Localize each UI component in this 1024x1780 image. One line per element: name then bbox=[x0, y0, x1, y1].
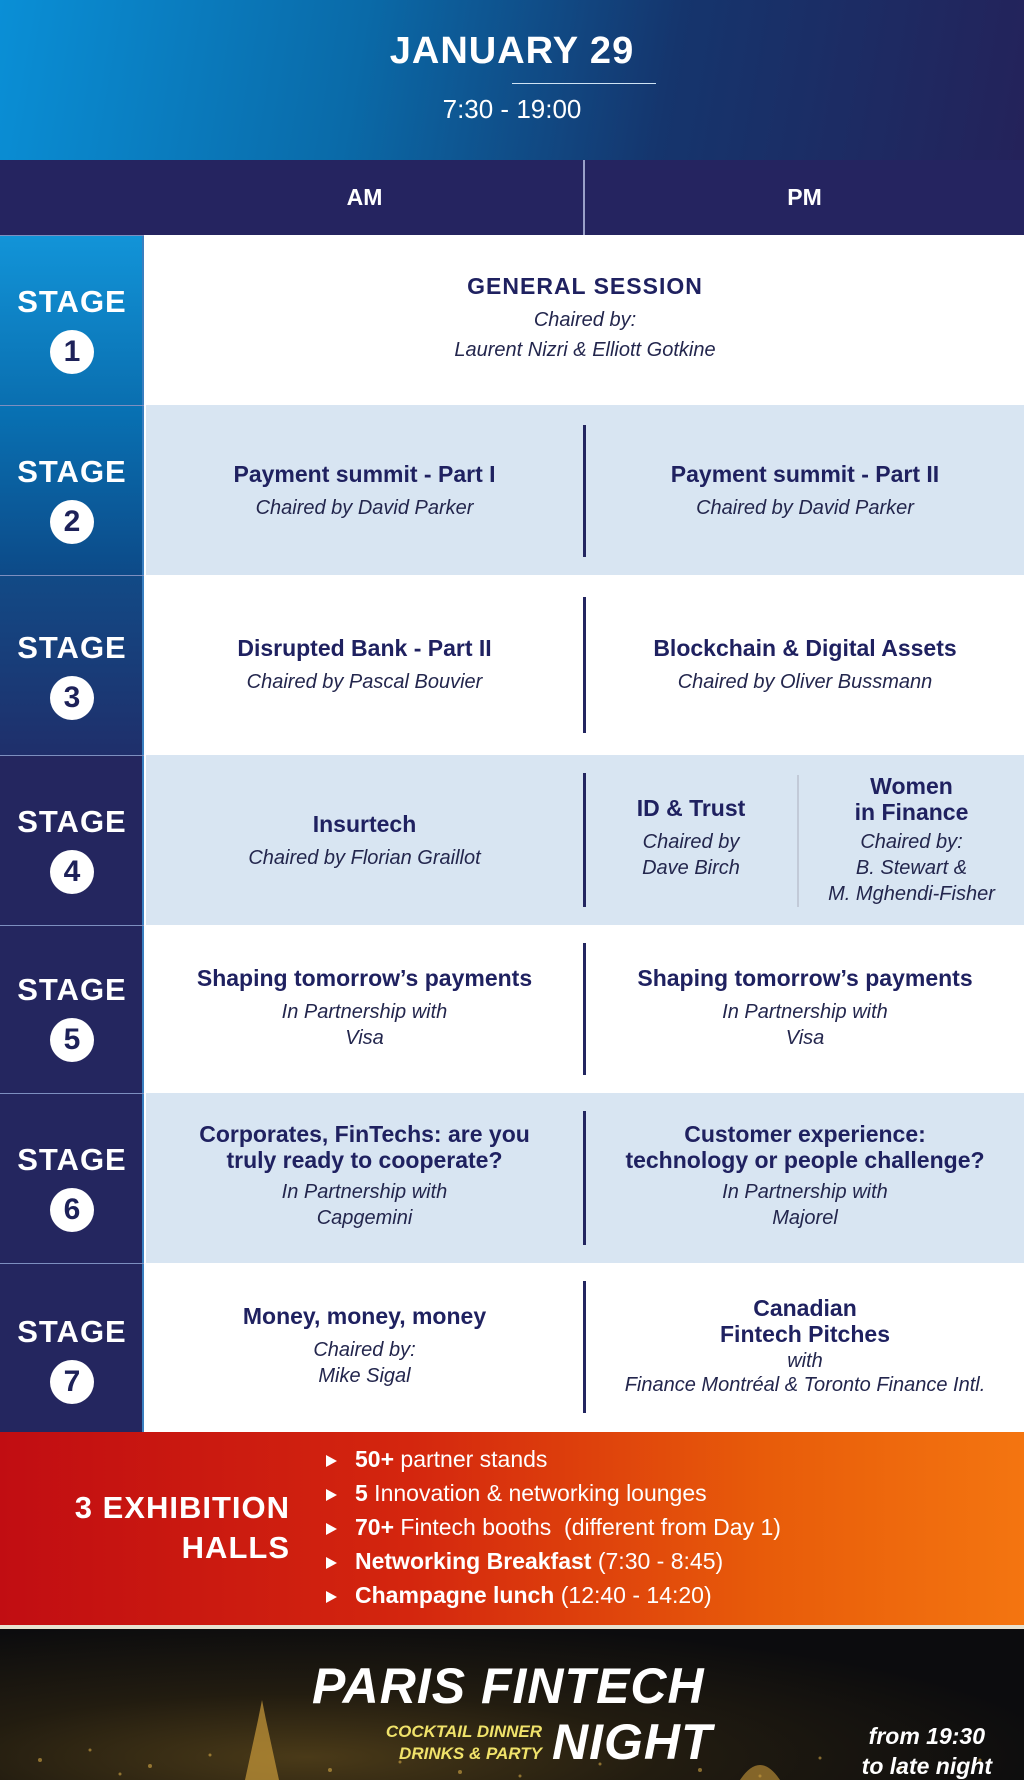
session-partner-label: with bbox=[787, 1350, 823, 1372]
night-title-line2: NIGHT bbox=[552, 1714, 713, 1770]
night-time-start: from 19:30 bbox=[868, 1723, 985, 1749]
stage-label-2 bbox=[0, 405, 144, 575]
session-title: Blockchain & Digital Assets bbox=[653, 635, 957, 661]
session-title-line2: truly ready to cooperate? bbox=[226, 1147, 503, 1173]
play-bullet-icon bbox=[326, 1591, 337, 1603]
session-chair: B. Stewart & bbox=[855, 857, 968, 879]
stage-row-7 bbox=[0, 1263, 1024, 1432]
session-chair: M. Mghendi-Fisher bbox=[828, 883, 995, 905]
session-am bbox=[146, 965, 583, 1051]
fintech-night-banner bbox=[0, 1625, 1024, 1780]
session-chair-label: Chaired by: bbox=[860, 831, 963, 853]
play-bullet-icon bbox=[326, 1557, 337, 1569]
stage-content bbox=[146, 1093, 1024, 1263]
session-chair: Mike Sigal bbox=[318, 1365, 411, 1387]
session-pm bbox=[586, 635, 1024, 695]
session-title-line1: Canadian bbox=[753, 1295, 857, 1321]
item-bold: Networking Breakfast bbox=[355, 1548, 592, 1574]
item-text: (7:30 - 8:45) bbox=[591, 1548, 724, 1574]
stage-row-2 bbox=[0, 405, 1024, 575]
session-partner: Visa bbox=[785, 1027, 825, 1049]
session-pm bbox=[586, 965, 1024, 1051]
session-chair: Dave Birch bbox=[642, 857, 740, 879]
stage-number: 4 bbox=[50, 850, 94, 894]
session-pm bbox=[586, 1295, 1024, 1397]
item-text: Fintech booths (different from Day 1) bbox=[394, 1514, 781, 1540]
stage-word: STAGE bbox=[17, 454, 127, 489]
stage-content bbox=[146, 405, 1024, 575]
stage-row-1 bbox=[0, 235, 1024, 405]
session-chair-label: Chaired by: bbox=[533, 309, 637, 331]
exhibition-banner bbox=[0, 1432, 1024, 1625]
event-time: 7:30 - 19:00 bbox=[442, 94, 582, 124]
pm-label: PM bbox=[787, 184, 822, 210]
item-bold: 50+ bbox=[355, 1446, 395, 1472]
night-subtitle-line2: DRINKS & PARTY bbox=[399, 1744, 542, 1763]
item-text: (12:40 - 14:20) bbox=[554, 1582, 712, 1608]
session-general bbox=[146, 273, 1024, 363]
stage-word: STAGE bbox=[17, 630, 127, 665]
event-date: JANUARY 29 bbox=[389, 30, 635, 72]
session-title-line2: in Finance bbox=[854, 799, 969, 825]
stage-label-7 bbox=[0, 1263, 144, 1432]
stage-word: STAGE bbox=[17, 1142, 127, 1177]
session-chair: Chaired by Oliver Bussmann bbox=[677, 671, 933, 693]
session-chair: Chaired by Pascal Bouvier bbox=[246, 671, 483, 693]
stage-number: 7 bbox=[50, 1360, 94, 1404]
exhibition-list bbox=[326, 1442, 781, 1612]
night-time bbox=[862, 1721, 992, 1780]
session-partner-label: In Partnership with bbox=[722, 1001, 888, 1023]
session-pm bbox=[586, 461, 1024, 521]
session-title: Payment summit - Part I bbox=[233, 461, 496, 487]
session-pm-b bbox=[799, 773, 1024, 907]
stage-word: STAGE bbox=[17, 1314, 127, 1349]
session-title: Insurtech bbox=[312, 811, 417, 837]
exhibition-title bbox=[40, 1488, 290, 1568]
stage-content bbox=[146, 755, 1024, 925]
exhibition-title-line2: HALLS bbox=[181, 1530, 290, 1565]
stage-row-4 bbox=[0, 755, 1024, 925]
ampm-header bbox=[0, 160, 1024, 235]
stage-row-6 bbox=[0, 1093, 1024, 1263]
session-partner: Visa bbox=[345, 1027, 384, 1049]
session-am bbox=[146, 1303, 583, 1389]
session-title: ID & Trust bbox=[636, 795, 746, 821]
play-bullet-icon bbox=[326, 1455, 337, 1467]
stage-content bbox=[146, 575, 1024, 755]
session-chair: Chaired by Florian Graillot bbox=[248, 847, 481, 869]
session-partner-label: In Partnership with bbox=[281, 1181, 448, 1203]
session-partner-label: In Partnership with bbox=[722, 1181, 888, 1203]
stage-number: 3 bbox=[50, 676, 94, 720]
stage-row-5 bbox=[0, 925, 1024, 1093]
date-divider bbox=[512, 83, 656, 84]
header bbox=[0, 0, 1024, 160]
session-title: Disrupted Bank - Part II bbox=[237, 635, 492, 661]
list-item bbox=[326, 1510, 781, 1544]
item-bold: 70+ bbox=[355, 1514, 395, 1540]
session-title-line1: Women bbox=[870, 773, 953, 799]
session-pm-a bbox=[586, 795, 796, 881]
list-item bbox=[326, 1476, 781, 1510]
item-text: partner stands bbox=[394, 1446, 548, 1472]
stage-number: 1 bbox=[50, 330, 94, 374]
play-bullet-icon bbox=[326, 1523, 337, 1535]
session-title: Payment summit - Part II bbox=[670, 461, 940, 487]
stage-label-3 bbox=[0, 575, 144, 755]
stage-row-3 bbox=[0, 575, 1024, 755]
session-chair: Chaired by David Parker bbox=[255, 497, 474, 519]
stage-number: 2 bbox=[50, 500, 94, 544]
session-partner: Majorel bbox=[772, 1207, 838, 1229]
stage-label-6 bbox=[0, 1093, 144, 1263]
item-bold: 5 bbox=[355, 1480, 368, 1506]
session-am bbox=[146, 1121, 583, 1231]
session-am bbox=[146, 461, 583, 521]
session-title-line2: Fintech Pitches bbox=[720, 1321, 890, 1347]
session-partner: Finance Montréal & Toronto Finance Intl. bbox=[624, 1374, 986, 1396]
session-am bbox=[146, 811, 583, 871]
session-title-line1: Corporates, FinTechs: are you bbox=[199, 1121, 530, 1147]
list-item bbox=[326, 1578, 781, 1612]
session-title: Shaping tomorrow’s payments bbox=[196, 965, 533, 991]
play-bullet-icon bbox=[326, 1489, 337, 1501]
stage-label-5 bbox=[0, 925, 144, 1093]
night-title-line1: PARIS FINTECH bbox=[312, 1658, 705, 1714]
list-item bbox=[326, 1544, 781, 1578]
list-item bbox=[326, 1442, 781, 1476]
stage-label-4 bbox=[0, 755, 144, 925]
session-chair-label: Chaired by bbox=[642, 831, 740, 853]
item-text: Innovation & networking lounges bbox=[367, 1480, 707, 1506]
night-subtitle-line1: COCKTAIL DINNER bbox=[385, 1722, 542, 1741]
session-title-line2: technology or people challenge? bbox=[625, 1147, 985, 1173]
stage-content bbox=[146, 235, 1024, 405]
stage-word: STAGE bbox=[17, 972, 127, 1007]
session-title: Money, money, money bbox=[242, 1303, 487, 1329]
session-chair: Chaired by David Parker bbox=[696, 497, 914, 519]
stage-number: 6 bbox=[50, 1188, 94, 1232]
session-chairs: Laurent Nizri & Elliott Gotkine bbox=[454, 339, 716, 361]
session-partner-label: In Partnership with bbox=[281, 1001, 448, 1023]
session-partner: Capgemini bbox=[316, 1207, 413, 1229]
session-pm bbox=[586, 1121, 1024, 1231]
night-time-end: to late night bbox=[861, 1753, 992, 1779]
stage-number: 5 bbox=[50, 1018, 94, 1062]
session-chair-label: Chaired by: bbox=[313, 1339, 416, 1361]
exhibition-title-line1: 3 EXHIBITION bbox=[74, 1490, 290, 1525]
am-label: AM bbox=[346, 184, 383, 210]
session-title: GENERAL SESSION bbox=[467, 273, 703, 299]
stage-content bbox=[146, 925, 1024, 1093]
item-bold: Champagne lunch bbox=[355, 1582, 555, 1608]
stage-label-1 bbox=[0, 235, 144, 405]
stage-word: STAGE bbox=[17, 284, 127, 319]
session-title: Shaping tomorrow’s payments bbox=[637, 965, 973, 991]
stage-content bbox=[146, 1263, 1024, 1432]
session-am bbox=[146, 635, 583, 695]
session-title-line1: Customer experience: bbox=[684, 1121, 926, 1147]
night-subtitle bbox=[372, 1721, 542, 1765]
stage-word: STAGE bbox=[17, 804, 127, 839]
